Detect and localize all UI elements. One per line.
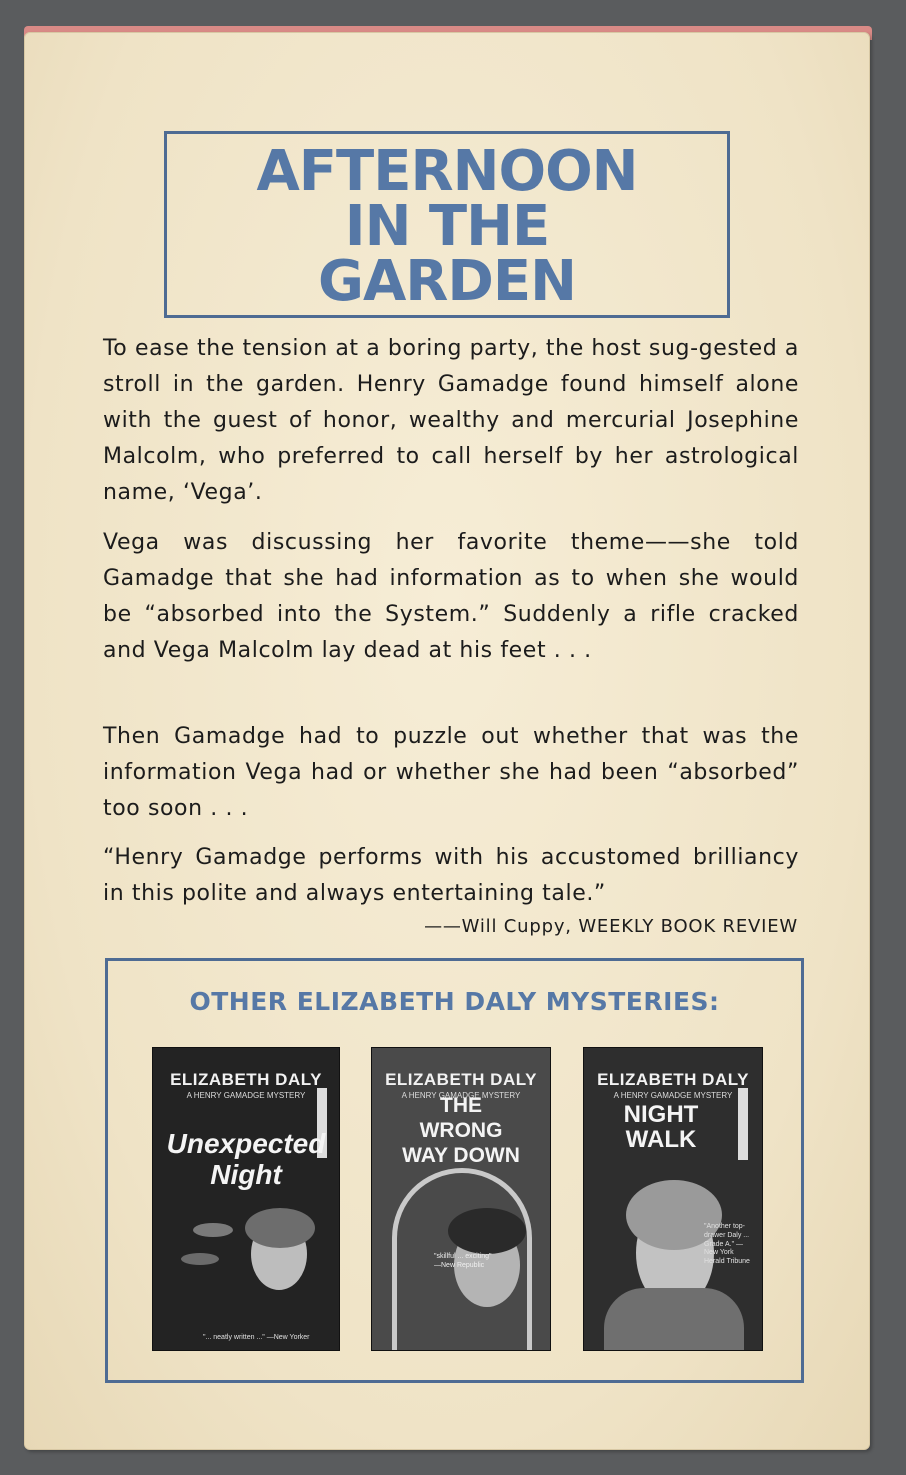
book-cover-unexpected-night <box>153 1048 339 1350</box>
book-series: A HENRY GAMADGE MYSTERY <box>401 1091 521 1100</box>
book-title-line-2: WRONG <box>419 1119 503 1142</box>
book-title-line-1: Unexpected <box>166 1128 326 1159</box>
hair-shape <box>245 1208 315 1248</box>
saucer-shape <box>193 1223 233 1237</box>
book-title-line-3: WAY DOWN <box>402 1144 520 1167</box>
book-title-line-2: WALK <box>625 1126 697 1153</box>
book-series: A HENRY GAMADGE MYSTERY <box>613 1091 733 1100</box>
book-author: ELIZABETH DALY <box>385 1070 537 1089</box>
book-title-line-1: THE <box>440 1094 482 1117</box>
book-cover-night-walk <box>584 1048 762 1350</box>
saucer-shape <box>181 1253 219 1265</box>
book-quote: "... neatly written ..." —New Yorker <box>203 1334 310 1341</box>
book-title-line-1: NIGHT <box>623 1101 699 1128</box>
book-cover-the-wrong-way-down <box>372 1048 550 1350</box>
book-author: ELIZABETH DALY <box>170 1070 322 1089</box>
review-quote: “Henry Gamadge performs with his accustomed brilliancy in this polite and always entertaining tale.” <box>103 845 799 906</box>
book-series: A HENRY GAMADGE MYSTERY <box>186 1091 306 1100</box>
title-line-2: IN THE <box>344 194 550 259</box>
title-line-3: GARDEN <box>317 249 577 314</box>
hair-shape <box>448 1208 526 1254</box>
book-quote: "Another top-drawer Daly ... Grade A." —New York Herald Tribune <box>704 1223 750 1265</box>
book-title-line-2: Night <box>210 1159 282 1190</box>
other-mysteries-box <box>105 958 804 1383</box>
other-mysteries-heading: OTHER ELIZABETH DALY MYSTERIES: <box>189 987 720 1016</box>
book-quote: "skillful ... exciting" —New Republic <box>434 1253 492 1269</box>
review-attribution: ——Will Cuppy, WEEKLY BOOK REVIEW <box>424 916 798 937</box>
title-box <box>164 131 730 318</box>
blurb-paragraph-3: Then Gamadge had to puzzle out whether that was the information Vega had or whether she had been “absorbed” too soon . . . <box>103 724 799 821</box>
blurb-paragraph-1: To ease the tension at a boring party, the host sug-gested a stroll in the garden. Henry Gamadge found himself alone with the guest of honor, wealthy and mercurial Josephine Malcolm, who preferred to call herself by her astrological name, ‘Vega’. <box>103 336 799 505</box>
blurb-paragraph-2: Vega was discussing her favorite theme——she told Gamadge that she had information as to when she would be “absorbed into the System.” Suddenly a rifle cracked and Vega Malcolm lay dead at his feet . . . <box>103 530 799 663</box>
shoulders-shape <box>604 1288 744 1350</box>
title-line-1: AFTERNOON <box>256 139 638 204</box>
book-author: ELIZABETH DALY <box>597 1070 749 1089</box>
